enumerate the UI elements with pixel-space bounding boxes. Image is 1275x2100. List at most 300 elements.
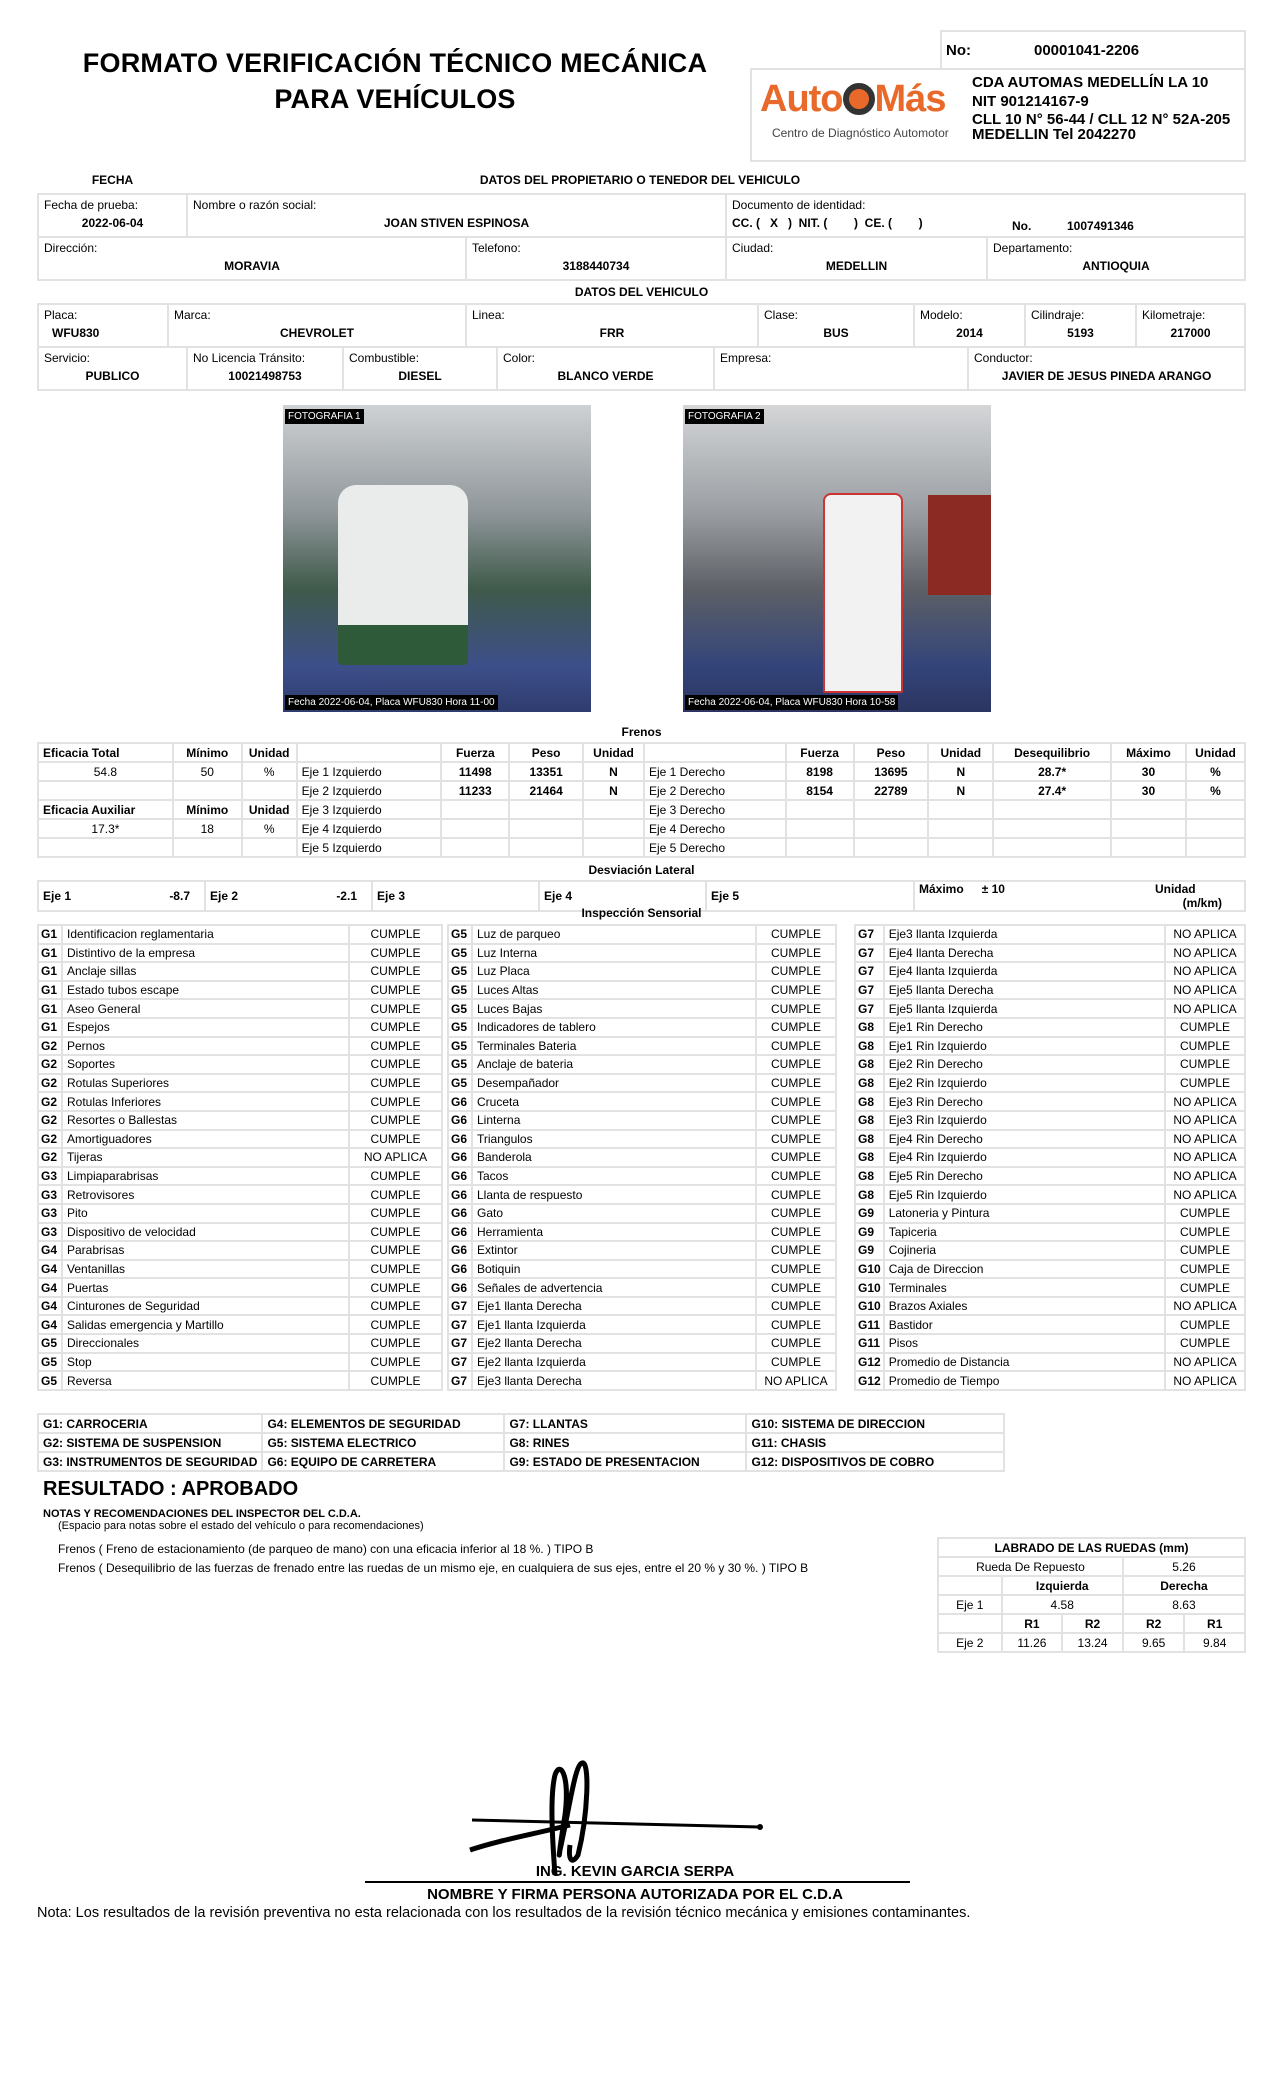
blank	[938, 1614, 1002, 1633]
eje2-value: 11.26	[1002, 1633, 1063, 1652]
inspection-row	[38, 1092, 442, 1111]
brake-axle-row	[38, 781, 1245, 800]
field-label: Dirección:	[44, 241, 98, 255]
inspection-item: Eje5 Rin Izquierdo	[884, 1185, 1165, 1204]
inspection-row	[855, 962, 1245, 981]
group-code: G7	[855, 944, 884, 963]
inspection-result: CUMPLE	[349, 1167, 442, 1186]
inspection-row	[448, 1223, 836, 1242]
inspection-row	[448, 1315, 836, 1334]
field-value: JAVIER DE JESUS PINEDA ARANGO	[1001, 369, 1212, 383]
field-value: 2022-06-04	[81, 216, 144, 230]
brakes-title: Frenos	[621, 725, 662, 739]
document-number: 00001041-2206	[1034, 42, 1140, 59]
eficacia-total-label: Eficacia Total	[38, 743, 173, 762]
fecha-field	[39, 195, 188, 236]
inspection-row	[448, 1130, 836, 1149]
imbalance-unit	[1186, 819, 1245, 838]
inspection-item: Soportes	[62, 1055, 349, 1074]
note-item: Frenos ( Freno de estacionamiento (de parqueo de mano) con una eficacia inferior al 18 %. ) TIPO B	[58, 1542, 594, 1556]
field-label: Nombre o razón social:	[193, 198, 317, 212]
inspection-result: CUMPLE	[1165, 1204, 1245, 1223]
group-code: G8	[855, 1018, 884, 1037]
field-value: WFU830	[52, 326, 100, 340]
inspection-title: Inspección Sensorial	[581, 906, 702, 920]
field-value: ANTIOQUIA	[1082, 259, 1150, 273]
wall-sign-image	[928, 495, 991, 595]
group-code: G6	[448, 1092, 472, 1111]
inspection-column	[854, 924, 1246, 1391]
inspection-row	[38, 999, 442, 1018]
direccion-field	[39, 238, 467, 279]
inspection-row	[448, 1055, 836, 1074]
inspection-item: Extintor	[472, 1241, 756, 1260]
inspection-item: Aseo General	[62, 999, 349, 1018]
inspection-row	[38, 944, 442, 963]
inspection-item: Eje3 Rin Derecho	[884, 1092, 1165, 1111]
group-code: G7	[448, 1334, 472, 1353]
inspection-item: Banderola	[472, 1148, 756, 1167]
ciudad-field	[727, 238, 988, 279]
label: Eje 1	[43, 889, 72, 903]
kilometraje-field	[1137, 305, 1244, 346]
maximo-label: Máximo	[1111, 743, 1186, 762]
left-weight	[509, 819, 583, 838]
document-type-checkboxes: CC. ( X ) NIT. ( ) CE. ( )	[732, 216, 923, 230]
inspection-result: CUMPLE	[349, 1223, 442, 1242]
field-value: BUS	[823, 326, 849, 340]
inspection-row	[38, 962, 442, 981]
group-legend-table	[37, 1413, 1005, 1472]
inspection-row	[855, 1037, 1245, 1056]
brake-axle-row	[38, 838, 1245, 857]
eficacia-total-value: 54.8	[38, 762, 173, 781]
field-label: Combustible:	[349, 351, 420, 365]
document-title: FORMATO VERIFICACIÓN TÉCNICO MECÁNICA	[82, 48, 708, 78]
inspection-item: Rotulas Superiores	[62, 1074, 349, 1093]
group-code: G3	[38, 1167, 62, 1186]
inspection-result: CUMPLE	[756, 944, 836, 963]
inspection-row	[38, 1223, 442, 1242]
logo-text-mas: Más	[874, 78, 946, 120]
inspection-result: CUMPLE	[756, 1353, 836, 1372]
field-label: No Licencia Tránsito:	[193, 351, 306, 365]
field-value: 10021498753	[228, 369, 302, 383]
inspection-result: CUMPLE	[756, 981, 836, 1000]
logo-subtitle: Centro de Diagnóstico Automotor	[772, 126, 949, 140]
group-code: G2	[38, 1055, 62, 1074]
group-code: G6	[448, 1223, 472, 1242]
doc-no-value: 1007491346	[1067, 219, 1134, 233]
group-code: G5	[448, 999, 472, 1018]
right-weight	[854, 800, 929, 819]
blank	[242, 838, 297, 857]
blank	[297, 743, 442, 762]
inspection-row	[855, 1353, 1245, 1372]
inspection-result: CUMPLE	[349, 1241, 442, 1260]
brake-axle-row	[38, 819, 1245, 838]
group-code: G6	[448, 1260, 472, 1279]
inspection-row	[855, 1260, 1245, 1279]
field-label: Empresa:	[720, 351, 772, 365]
fecha-header: FECHA	[91, 173, 134, 187]
owner-section-title: DATOS DEL PROPIETARIO O TENEDOR DEL VEHICULO	[479, 173, 801, 187]
left-unit: N	[583, 762, 644, 781]
inspector-name: ING. KEVIN GARCIA SERPA	[535, 1863, 735, 1880]
disclaimer-note: Nota: Los resultados de la revisión preventiva no esta relacionada con los resultados de la revisión técnico mecánica y emisiones contaminantes.	[37, 1905, 971, 1921]
group-code: G8	[855, 1167, 884, 1186]
group-code: G12	[855, 1371, 884, 1390]
group-code: G5	[38, 1371, 62, 1390]
inspection-result: CUMPLE	[756, 999, 836, 1018]
inspection-item: Eje2 llanta Izquierda	[472, 1353, 756, 1372]
group-code: G3	[38, 1204, 62, 1223]
field-value: PUBLICO	[85, 369, 140, 383]
inspection-row	[855, 925, 1245, 944]
inspection-item: Luz de parqueo	[472, 925, 756, 944]
inspection-row	[38, 1353, 442, 1372]
right-force	[786, 800, 854, 819]
inspection-item: Eje3 Rin Izquierdo	[884, 1111, 1165, 1130]
r1-label: R1	[1184, 1614, 1245, 1633]
imbalance-unit: %	[1186, 762, 1245, 781]
owner-row-1	[37, 193, 1246, 238]
inspection-result: CUMPLE	[756, 1204, 836, 1223]
left-force	[441, 800, 509, 819]
inspection-result: CUMPLE	[349, 1371, 442, 1390]
inspection-row	[855, 1074, 1245, 1093]
imbalance-max	[1111, 819, 1186, 838]
inspection-result: CUMPLE	[756, 1092, 836, 1111]
r2-label: R2	[1123, 1614, 1185, 1633]
minimo-label: Mínimo	[173, 743, 242, 762]
group-code: G5	[448, 1074, 472, 1093]
fuerza-label: Fuerza	[441, 743, 509, 762]
unidad-label: Unidad	[928, 743, 993, 762]
left-weight	[509, 838, 583, 857]
inspection-item: Ventanillas	[62, 1260, 349, 1279]
value: -8.7	[169, 889, 190, 903]
inspection-item: Distintivo de la empresa	[62, 944, 349, 963]
bus-front-image	[338, 485, 468, 665]
eficacia-aux-min: 18	[173, 819, 242, 838]
right-force	[786, 838, 854, 857]
inspection-item: Resortes o Ballestas	[62, 1111, 349, 1130]
field-label: Modelo:	[920, 308, 963, 322]
inspection-result: CUMPLE	[349, 1185, 442, 1204]
inspection-item: Estado tubos escape	[62, 981, 349, 1000]
inspection-row	[448, 1204, 836, 1223]
group-code: G5	[448, 1018, 472, 1037]
inspection-item: Triangulos	[472, 1130, 756, 1149]
field-label: Ciudad:	[732, 241, 774, 255]
unit-label: Unidad	[1154, 882, 1196, 896]
inspection-result: CUMPLE	[756, 1074, 836, 1093]
group-code: G8	[855, 1111, 884, 1130]
legend-item: G2: SISTEMA DE SUSPENSION	[38, 1433, 262, 1452]
inspection-result: CUMPLE	[1165, 1334, 1245, 1353]
inspection-item: Brazos Axiales	[884, 1297, 1165, 1316]
inspection-item: Anclaje sillas	[62, 962, 349, 981]
field-value: MORAVIA	[224, 259, 280, 273]
nombre-field	[188, 195, 727, 236]
legend-item: G4: ELEMENTOS DE SEGURIDAD	[262, 1414, 504, 1433]
group-code: G6	[448, 1278, 472, 1297]
inspection-row	[855, 1334, 1245, 1353]
inspection-result: CUMPLE	[349, 999, 442, 1018]
field-value: FRR	[599, 326, 625, 340]
field-value: CHEVROLET	[279, 326, 354, 340]
inspection-row	[855, 1278, 1245, 1297]
photo-label: FOTOGRAFIA 1	[285, 409, 364, 424]
inspection-result: CUMPLE	[756, 1223, 836, 1242]
photo-caption: Fecha 2022-06-04, Placa WFU830 Hora 11-00	[285, 695, 498, 710]
signature-caption: NOMBRE Y FIRMA PERSONA AUTORIZADA POR EL C.D.A	[427, 1886, 843, 1903]
legend-item: G10: SISTEMA DE DIRECCION	[746, 1414, 1004, 1433]
inspection-item: Tapiceria	[884, 1223, 1165, 1242]
inspection-row	[38, 1297, 442, 1316]
inspection-row	[448, 1241, 836, 1260]
conductor-field	[969, 348, 1244, 389]
field-value: 2014	[956, 326, 983, 340]
inspection-result: CUMPLE	[349, 1055, 442, 1074]
eficacia-aux-label: Eficacia Auxiliar	[38, 800, 173, 819]
empresa-field	[715, 348, 969, 389]
left-unit	[583, 838, 644, 857]
inspection-result: CUMPLE	[756, 1018, 836, 1037]
inspection-result: CUMPLE	[1165, 1223, 1245, 1242]
inspection-result: CUMPLE	[349, 944, 442, 963]
legend-row	[38, 1414, 1004, 1433]
field-label: Clase:	[764, 308, 799, 322]
inspection-item: Cruceta	[472, 1092, 756, 1111]
unidad-label: Unidad	[242, 800, 297, 819]
inspection-row	[855, 1167, 1245, 1186]
legend-item: G5: SISTEMA ELECTRICO	[262, 1433, 504, 1452]
inspection-item: Llanta de respuesto	[472, 1185, 756, 1204]
legend-item: G1: CARROCERIA	[38, 1414, 262, 1433]
group-code: G5	[38, 1353, 62, 1372]
group-code: G8	[855, 1074, 884, 1093]
group-code: G2	[38, 1148, 62, 1167]
inspection-result: NO APLICA	[1165, 1353, 1245, 1372]
imbalance-value: 28.7*	[993, 762, 1111, 781]
inspection-row	[855, 1315, 1245, 1334]
left-weight: 13351	[509, 762, 583, 781]
field-label: Telefono:	[472, 241, 521, 255]
document-number-box	[940, 30, 1246, 70]
inspection-result: CUMPLE	[756, 1315, 836, 1334]
inspection-item: Promedio de Tiempo	[884, 1371, 1165, 1390]
inspection-item: Eje5 llanta Izquierda	[884, 999, 1165, 1018]
inspection-result: CUMPLE	[349, 1278, 442, 1297]
inspection-row	[448, 1018, 836, 1037]
clase-field	[759, 305, 915, 346]
inspection-result: NO APLICA	[1165, 999, 1245, 1018]
inspection-item: Linterna	[472, 1111, 756, 1130]
legend-item: G3: INSTRUMENTOS DE SEGURIDAD	[38, 1452, 262, 1471]
legend-item: G6: EQUIPO DE CARRETERA	[262, 1452, 504, 1471]
legend-item: G7: LLANTAS	[504, 1414, 746, 1433]
inspection-result: CUMPLE	[1165, 1018, 1245, 1037]
inspection-item: Identificacion reglamentaria	[62, 925, 349, 944]
vehicle-row-1	[37, 303, 1246, 348]
inspection-row	[38, 981, 442, 1000]
left-unit: N	[583, 781, 644, 800]
group-code: G4	[38, 1260, 62, 1279]
company-address: CLL 10 N° 56-44 / CLL 12 N° 52A-205 MEDELLIN Tel 2042270	[972, 111, 1231, 143]
eje5-deviation: Eje 5	[706, 881, 914, 911]
inspection-item: Pisos	[884, 1334, 1165, 1353]
group-code: G6	[448, 1130, 472, 1149]
vehicle-photo-1	[283, 405, 591, 712]
inspection-row	[38, 1278, 442, 1297]
fuerza-label: Fuerza	[786, 743, 854, 762]
inspection-item: Puertas	[62, 1278, 349, 1297]
inspection-row	[448, 999, 836, 1018]
inspection-item: Luz Placa	[472, 962, 756, 981]
company-name: CDA AUTOMAS MEDELLÍN LA 10	[972, 74, 1209, 91]
blank	[173, 781, 242, 800]
inspection-result: CUMPLE	[756, 1055, 836, 1074]
inspection-item: Luces Altas	[472, 981, 756, 1000]
inspection-row	[38, 1018, 442, 1037]
group-code: G11	[855, 1315, 884, 1334]
right-force	[786, 819, 854, 838]
inspection-item: Anclaje de bateria	[472, 1055, 756, 1074]
label: Eje 2	[210, 889, 239, 903]
left-unit	[583, 800, 644, 819]
inspection-row	[448, 1148, 836, 1167]
field-value: DIESEL	[398, 369, 442, 383]
inspection-row	[448, 1297, 836, 1316]
spare-value: 5.26	[1123, 1557, 1245, 1576]
group-code: G6	[448, 1167, 472, 1186]
notes-title: NOTAS Y RECOMENDACIONES DEL INSPECTOR DEL C.D.A.	[43, 1508, 361, 1520]
legend-item: G11: CHASIS	[746, 1433, 1004, 1452]
doc-no-label: No.	[1012, 219, 1032, 233]
inspection-row	[855, 1148, 1245, 1167]
group-code: G4	[38, 1315, 62, 1334]
inspection-item: Señales de advertencia	[472, 1278, 756, 1297]
inspection-row	[38, 925, 442, 944]
imbalance-unit: %	[1186, 781, 1245, 800]
field-label: Color:	[503, 351, 536, 365]
group-code: G12	[855, 1353, 884, 1372]
group-code: G6	[448, 1185, 472, 1204]
inspection-row	[855, 1241, 1245, 1260]
group-code: G7	[448, 1371, 472, 1390]
group-code: G7	[855, 999, 884, 1018]
imbalance-unit	[1186, 838, 1245, 857]
inspection-column	[37, 924, 443, 1391]
legend-row	[38, 1433, 1004, 1452]
inspection-item: Reversa	[62, 1371, 349, 1390]
group-code: G4	[38, 1297, 62, 1316]
inspection-row	[855, 1055, 1245, 1074]
inspection-result: CUMPLE	[756, 1297, 836, 1316]
inspection-result: CUMPLE	[349, 925, 442, 944]
inspection-result: CUMPLE	[349, 962, 442, 981]
inspection-row	[855, 999, 1245, 1018]
inspection-item: Retrovisores	[62, 1185, 349, 1204]
group-code: G8	[855, 1185, 884, 1204]
inspection-row	[448, 1111, 836, 1130]
axle-left-label: Eje 2 Izquierdo	[297, 781, 442, 800]
group-code: G8	[855, 1037, 884, 1056]
inspection-result: CUMPLE	[349, 1353, 442, 1372]
inspection-item: Eje3 llanta Derecha	[472, 1371, 756, 1390]
group-code: G1	[38, 1018, 62, 1037]
vehicle-row-2	[37, 346, 1246, 391]
cilindraje-field	[1026, 305, 1137, 346]
group-code: G6	[448, 1111, 472, 1130]
right-weight	[854, 819, 929, 838]
inspection-result: CUMPLE	[756, 1111, 836, 1130]
vehicle-section-title: DATOS DEL VEHICULO	[574, 285, 709, 299]
placa-field	[39, 305, 169, 346]
eje1-label: Eje 1	[938, 1595, 1002, 1614]
inspection-item: Tijeras	[62, 1148, 349, 1167]
group-code: G6	[448, 1204, 472, 1223]
left-unit	[583, 819, 644, 838]
photo-label: FOTOGRAFIA 2	[685, 409, 764, 424]
departamento-field	[988, 238, 1244, 279]
inspection-row	[38, 1334, 442, 1353]
inspection-result: CUMPLE	[1165, 1055, 1245, 1074]
inspection-row	[855, 1130, 1245, 1149]
axle-left-label: Eje 5 Izquierdo	[297, 838, 442, 857]
inspection-item: Eje4 llanta Izquierda	[884, 962, 1165, 981]
inspection-row	[448, 1371, 836, 1390]
linea-field	[467, 305, 759, 346]
inspection-result: CUMPLE	[1165, 1260, 1245, 1279]
brakes-table	[37, 742, 1246, 858]
inspection-result: NO APLICA	[1165, 1297, 1245, 1316]
axle-right-label: Eje 1 Derecho	[644, 762, 786, 781]
inspection-row	[38, 1130, 442, 1149]
inspection-result: NO APLICA	[1165, 1148, 1245, 1167]
unit-value: (m/km)	[1182, 896, 1222, 910]
legend-item: G8: RINES	[504, 1433, 746, 1452]
inspection-result: CUMPLE	[349, 1074, 442, 1093]
value: ± 10	[981, 882, 1005, 896]
group-code: G4	[38, 1278, 62, 1297]
inspection-row	[855, 981, 1245, 1000]
notes-subtitle: (Espacio para notas sobre el estado del vehículo o para recomendaciones)	[58, 1520, 424, 1532]
inspection-result: CUMPLE	[756, 1037, 836, 1056]
blank	[173, 838, 242, 857]
minimo-label: Mínimo	[173, 800, 242, 819]
derecha-label: Derecha	[1123, 1576, 1245, 1595]
inspection-item: Terminales Bateria	[472, 1037, 756, 1056]
blank	[644, 743, 786, 762]
right-weight: 13695	[854, 762, 929, 781]
inspection-row	[448, 925, 836, 944]
inspection-row	[38, 1315, 442, 1334]
group-code: G5	[448, 962, 472, 981]
field-label: Servicio:	[44, 351, 91, 365]
inspection-item: Desempañador	[472, 1074, 756, 1093]
group-code: G9	[855, 1241, 884, 1260]
tread-title: LABRADO DE LAS RUEDAS (mm)	[938, 1538, 1245, 1557]
signature-line	[365, 1881, 910, 1883]
eje1-der-value: 8.63	[1123, 1595, 1245, 1614]
inspection-result: CUMPLE	[349, 1092, 442, 1111]
inspection-item: Eje2 llanta Derecha	[472, 1334, 756, 1353]
group-code: G1	[38, 999, 62, 1018]
field-value: 3188440734	[562, 259, 630, 273]
